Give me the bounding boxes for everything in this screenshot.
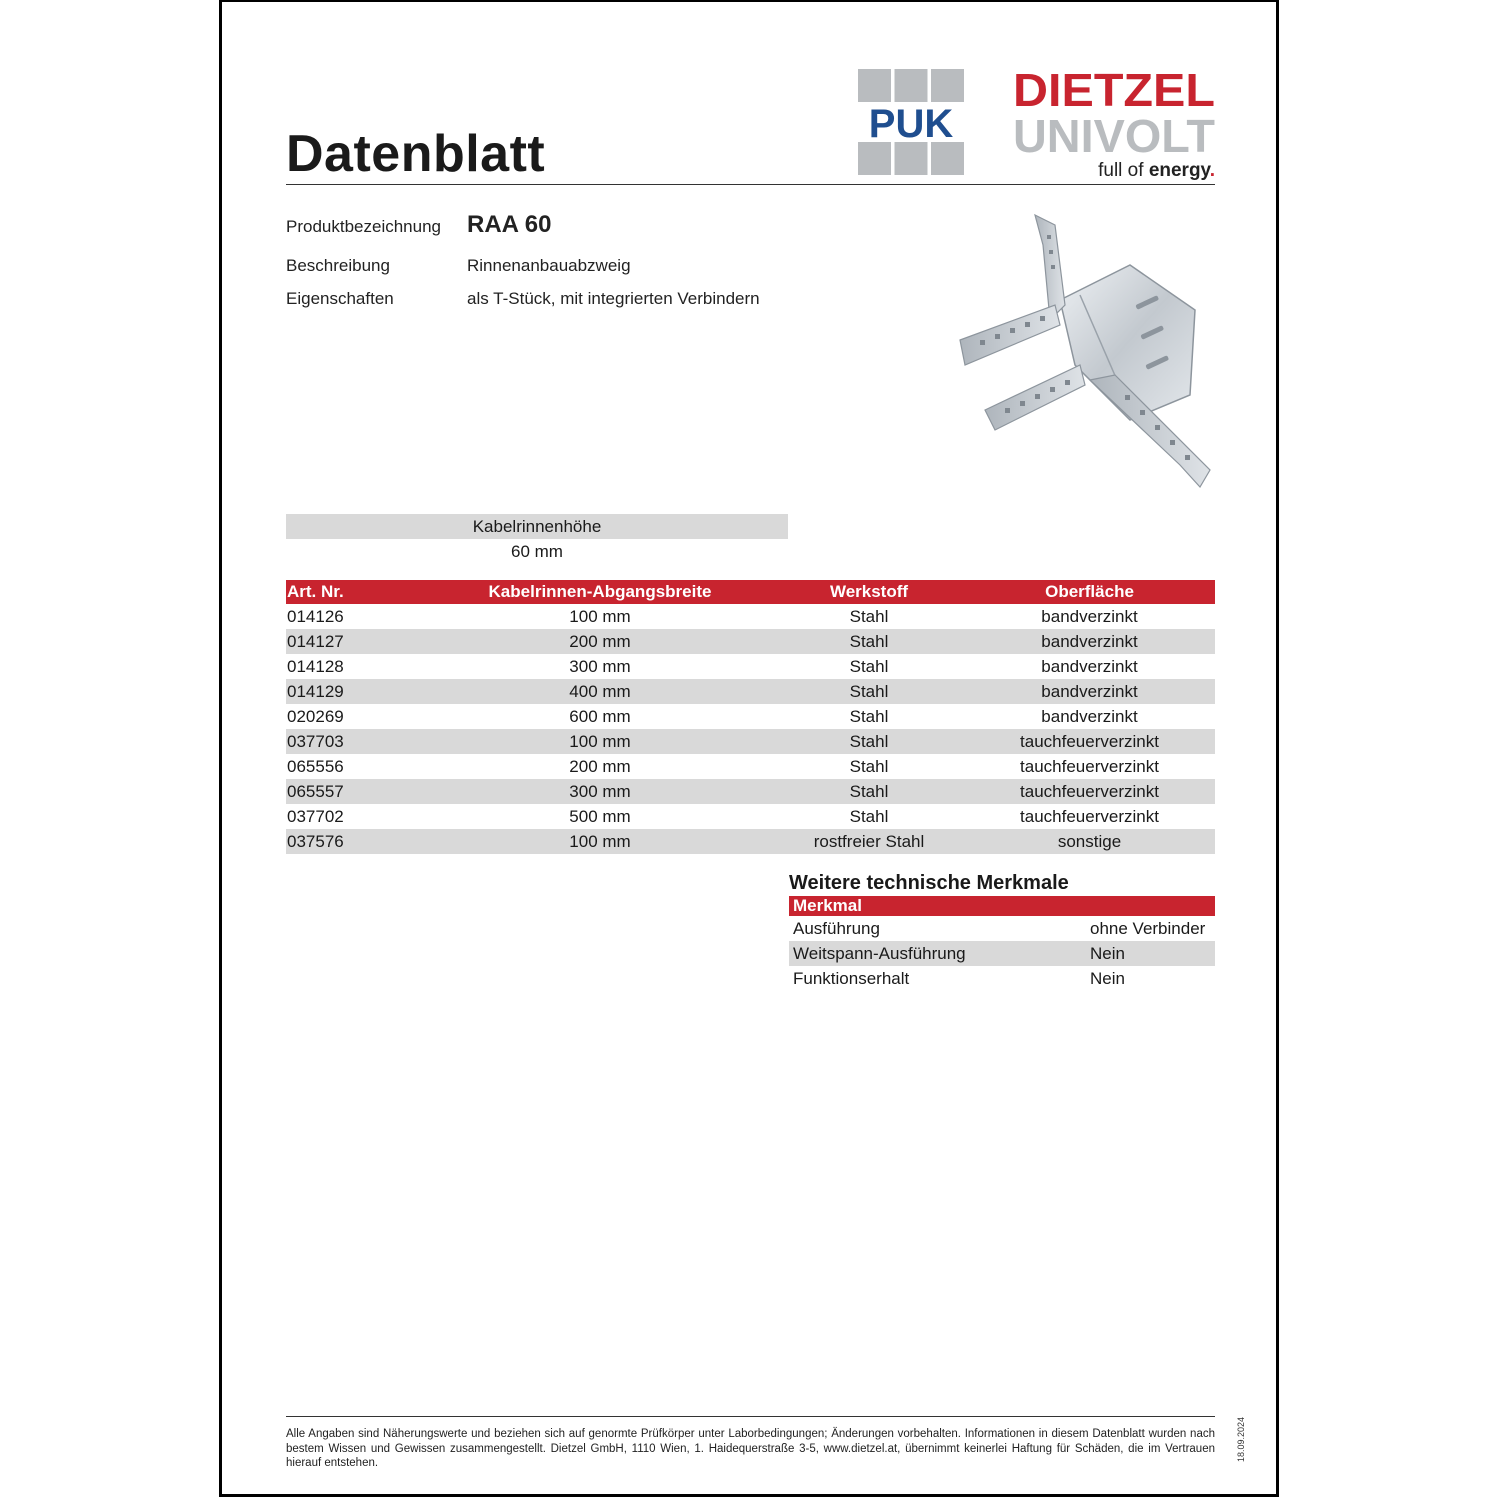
univolt-logo-text: UNIVOLT: [1013, 110, 1215, 162]
cell-art-nr: 014126: [287, 606, 344, 626]
cell-width: 200 mm: [569, 756, 631, 776]
cell-surface: tauchfeuerverzinkt: [1020, 806, 1159, 826]
cell-width: 400 mm: [426, 679, 774, 704]
title-divider: [286, 184, 1215, 185]
cell-art-nr: 014128: [287, 656, 344, 676]
product-image: [955, 205, 1215, 495]
col-header-width: Kabelrinnen-Abgangsbreite: [426, 580, 774, 604]
cell-art-nr: 037576: [286, 829, 426, 854]
cell-surface: bandverzinkt: [964, 629, 1215, 654]
feature-value: ohne Verbinder: [1090, 918, 1206, 938]
cell-art-nr: 037703: [286, 729, 426, 754]
footer-disclaimer: Alle Angaben sind Näherungswerte und beziehen sich auf genormte Prüfkörper unter Laborbedingungen; Änderungen vorbehalten. Informationen in diesem Datenblatt wurden nach bestem Wissen und Gewissen zusammengestellt. Dietzel GmbH, 1110 Wien, 1. Haidequerstraße 3-5, www.dietzel.at, übernimmt keinerlei Haftung für Schäden, die im Vertrauen hierauf entstehen.: [286, 1428, 1215, 1469]
tech-row: [789, 941, 1215, 966]
cell-material: Stahl: [849, 806, 889, 826]
table-row: [286, 804, 1215, 829]
cell-art-nr: 014127: [286, 629, 426, 654]
tray-height-label: Kabelrinnenhöhe: [286, 514, 788, 539]
cell-surface: sonstige: [964, 829, 1215, 854]
col-header-material: Werkstoff: [774, 580, 964, 604]
feature-name: Weitspann-Ausführung: [789, 941, 1086, 966]
puk-logo: [858, 69, 964, 175]
table-row: [286, 779, 1215, 804]
cell-surface: bandverzinkt: [964, 679, 1215, 704]
feature-value: Nein: [1086, 941, 1215, 966]
cell-surface: bandverzinkt: [1041, 656, 1138, 676]
cell-width: 500 mm: [569, 806, 631, 826]
product-name-value: RAA 60: [467, 211, 552, 238]
tagline: [1098, 160, 1215, 181]
table-row: [286, 729, 1215, 754]
footer-divider: [286, 1416, 1215, 1417]
tagline-prefix: full of: [1098, 160, 1149, 181]
cell-width: 100 mm: [569, 606, 631, 626]
puk-logo-text: PUK: [868, 102, 954, 146]
cell-width: 200 mm: [426, 629, 774, 654]
cell-width: 300 mm: [569, 656, 631, 676]
cell-material: Stahl: [774, 729, 964, 754]
tech-row: [789, 916, 1215, 941]
article-table-header: [286, 580, 1215, 604]
feature-value: Nein: [1090, 968, 1125, 988]
cell-surface: tauchfeuerverzinkt: [1020, 756, 1159, 776]
dietzel-logo-text: DIETZEL: [1013, 68, 1215, 116]
page-title: Datenblatt: [286, 125, 546, 183]
cell-material: Stahl: [774, 779, 964, 804]
feature-name: Ausführung: [793, 918, 880, 938]
table-row: [286, 679, 1215, 704]
document-date: 18.09.2024: [1236, 1416, 1246, 1462]
col-header-art-nr: Art. Nr.: [286, 580, 426, 604]
cell-art-nr: 037702: [287, 806, 344, 826]
cell-surface: tauchfeuerverzinkt: [964, 779, 1215, 804]
table-row: [286, 754, 1215, 779]
col-header-surface: Oberfläche: [964, 580, 1215, 604]
cell-art-nr: 020269: [287, 706, 344, 726]
product-name-label: Produktbezeichnung: [286, 217, 442, 236]
properties-label: Eigenschaften: [286, 289, 394, 308]
tech-table-header: [789, 896, 1215, 916]
cell-material: rostfreier Stahl: [774, 829, 964, 854]
col-header-feature: Merkmal: [789, 896, 1215, 916]
tagline-dot: .: [1209, 160, 1215, 181]
tech-row: [789, 966, 1215, 991]
table-row: [286, 829, 1215, 854]
cell-art-nr: 014129: [286, 679, 426, 704]
table-row: [286, 604, 1215, 629]
cell-width: 300 mm: [426, 779, 774, 804]
cell-surface: bandverzinkt: [1041, 706, 1138, 726]
properties-value: als T-Stück, mit integrierten Verbindern: [467, 289, 760, 308]
cell-width: 600 mm: [569, 706, 631, 726]
cell-width: 100 mm: [426, 729, 774, 754]
cell-art-nr: 065557: [286, 779, 426, 804]
cell-surface: tauchfeuerverzinkt: [964, 729, 1215, 754]
tray-height-value: 60 mm: [511, 542, 563, 561]
table-row: [286, 629, 1215, 654]
cell-material: Stahl: [849, 606, 889, 626]
cell-surface: bandverzinkt: [1041, 606, 1138, 626]
table-row: [286, 704, 1215, 729]
cell-width: 100 mm: [426, 829, 774, 854]
tech-features-title: Weitere technische Merkmale: [789, 872, 1069, 894]
description-label: Beschreibung: [286, 256, 390, 275]
cell-material: Stahl: [774, 629, 964, 654]
tagline-bold: energy: [1148, 160, 1210, 181]
description-value: Rinnenanbauabzweig: [467, 256, 631, 275]
cell-material: Stahl: [849, 656, 889, 676]
cell-art-nr: 065556: [287, 756, 344, 776]
cell-material: Stahl: [774, 679, 964, 704]
tech-features-table: [789, 896, 1215, 991]
table-row: [286, 654, 1215, 679]
dietzel-univolt-logo: [1012, 68, 1216, 184]
feature-name: Funktionserhalt: [793, 968, 910, 988]
cell-material: Stahl: [849, 756, 889, 776]
article-table: [286, 580, 1215, 854]
cell-material: Stahl: [849, 706, 889, 726]
